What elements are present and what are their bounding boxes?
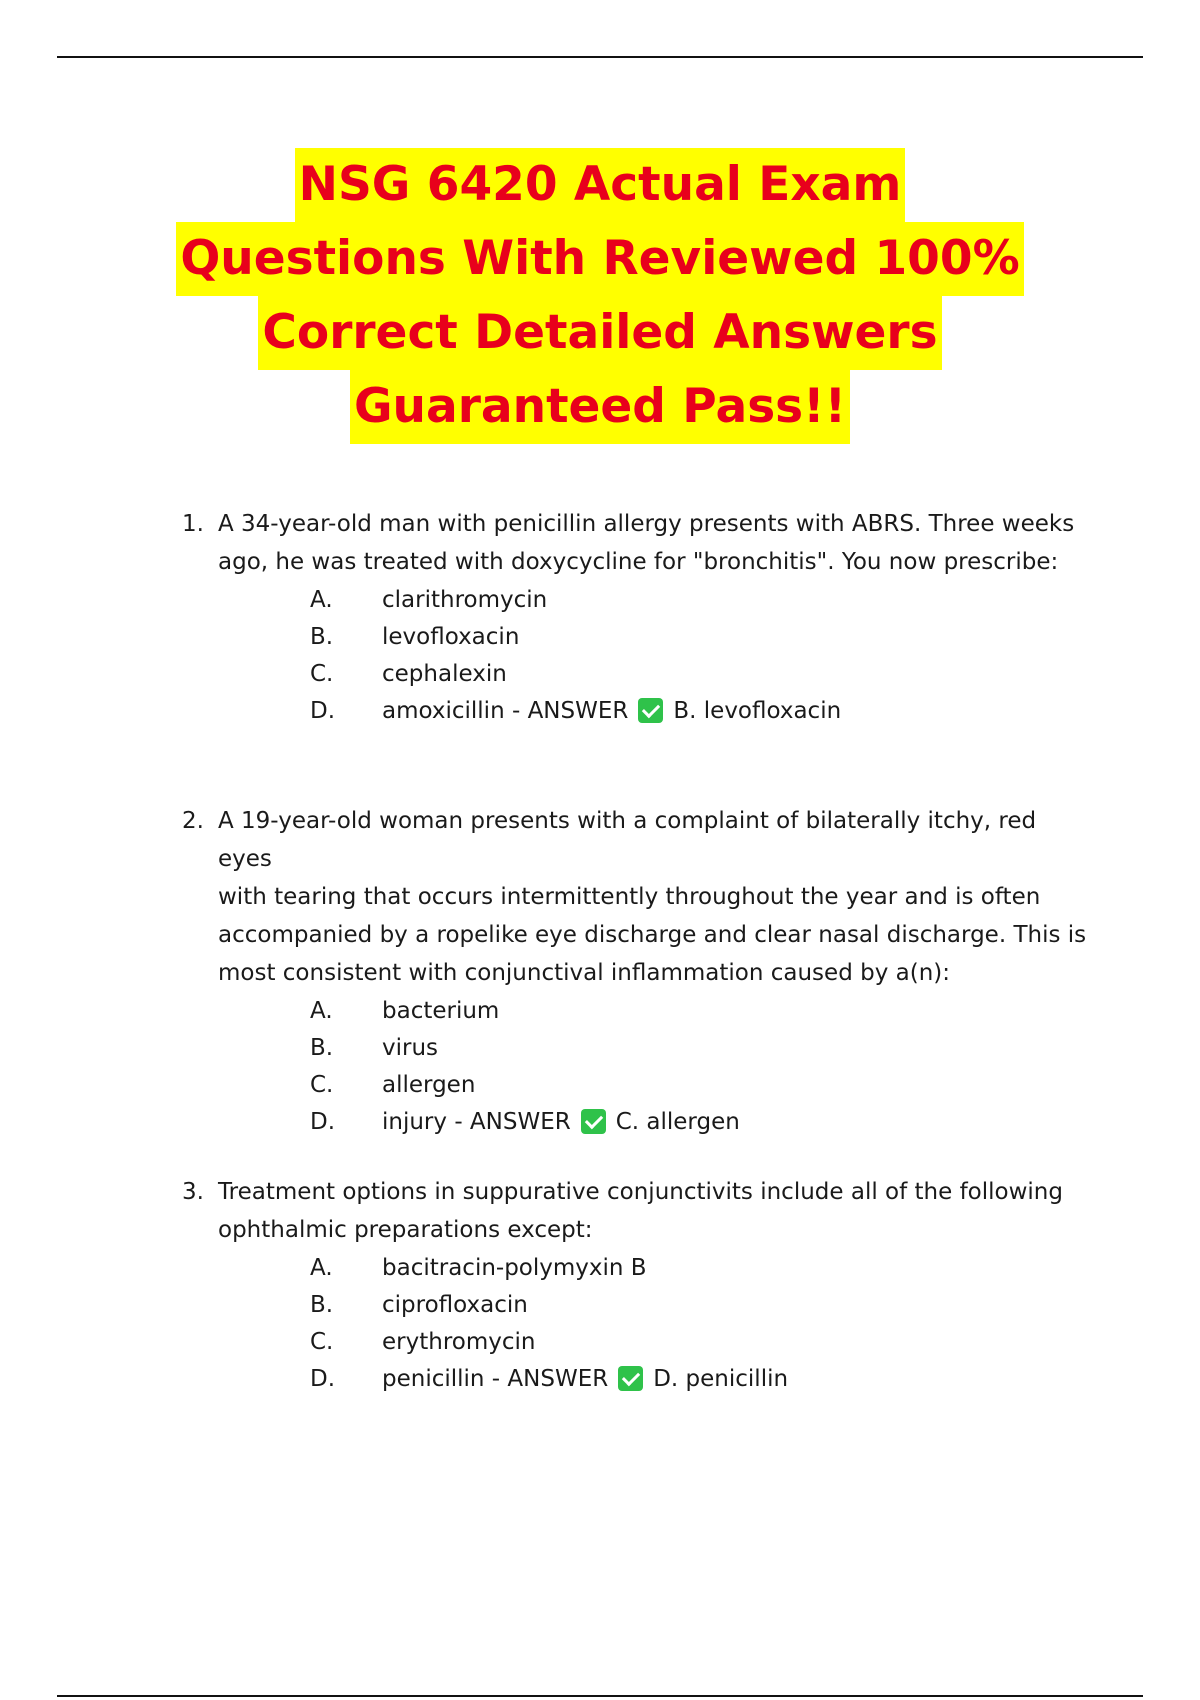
option-text: cephalexin [382,660,507,687]
option-b [310,1286,1092,1323]
option-letter: A. [310,997,333,1024]
answer-options [182,992,1092,1140]
answer-options [182,1249,1092,1397]
title-line: NSG 6420 Actual Exam [295,148,906,222]
option-b [310,618,1092,655]
question-number: 2. [182,808,204,834]
correct-answer: D. penicillin [653,1365,789,1392]
correct-answer: C. allergen [615,1108,740,1135]
title-line: Questions With Reviewed 100% [176,222,1023,296]
option-a [310,581,1092,618]
question-stem [182,505,1092,581]
option-letter: B. [310,1291,334,1318]
option-c [310,1066,1092,1103]
question-stem [182,802,1092,992]
question-text-line: ago, he was treated with doxycycline for "bronchitis". You now prescribe: [218,549,1059,575]
title-line: Correct Detailed Answers [258,296,941,370]
question-text-line: with tearing that occurs intermittently throughout the year and is often [218,884,1041,910]
check-mark-icon [618,1366,643,1391]
page-title [0,148,1200,444]
option-letter: C. [310,1328,334,1355]
option-text: ciprofloxacin [382,1291,528,1318]
question-text-line: A 19-year-old woman presents with a complaint of bilaterally itchy, red eyes [218,808,1037,872]
question-text-line: most consistent with conjunctival inflammation caused by a(n): [218,960,950,986]
option-b [310,1029,1092,1066]
option-letter: D. [310,697,336,724]
option-letter: C. [310,660,334,687]
check-mark-icon [638,698,663,723]
option-a [310,1249,1092,1286]
option-c [310,1323,1092,1360]
option-text: levofloxacin [382,623,520,650]
option-text: clarithromycin [382,586,548,613]
option-text: virus [382,1034,439,1061]
question-text-line: accompanied by a ropelike eye discharge and clear nasal discharge. This is [218,922,1087,948]
option-text: penicillin - ANSWER [382,1365,609,1392]
question-text-line: ophthalmic preparations except: [218,1217,593,1243]
question-number: 1. [182,511,204,537]
option-d [310,692,1092,729]
question-1 [182,505,1092,729]
question-stem [182,1173,1092,1249]
option-c [310,655,1092,692]
option-d [310,1360,1092,1397]
option-text: bacitracin-polymyxin B [382,1254,647,1281]
title-line: Guaranteed Pass!! [350,370,850,444]
option-letter: D. [310,1108,336,1135]
option-d [310,1103,1092,1140]
option-text: bacterium [382,997,500,1024]
question-text-line: Treatment options in suppurative conjunctivits include all of the following [218,1179,1063,1205]
option-letter: A. [310,586,333,613]
question-text-line: A 34-year-old man with penicillin allergy presents with ABRS. Three weeks [218,511,1075,537]
top-divider [57,56,1143,58]
option-letter: C. [310,1071,334,1098]
option-letter: B. [310,1034,334,1061]
option-text: allergen [382,1071,476,1098]
answer-options [182,581,1092,729]
question-2 [182,802,1092,1140]
option-letter: B. [310,623,334,650]
bottom-divider [57,1695,1143,1697]
option-letter: A. [310,1254,333,1281]
option-letter: D. [310,1365,336,1392]
option-text: amoxicillin - ANSWER [382,697,629,724]
question-3 [182,1173,1092,1397]
check-mark-icon [581,1109,606,1134]
correct-answer: B. levofloxacin [673,697,842,724]
option-text: injury - ANSWER [382,1108,571,1135]
option-text: erythromycin [382,1328,536,1355]
question-number: 3. [182,1179,204,1205]
option-a [310,992,1092,1029]
